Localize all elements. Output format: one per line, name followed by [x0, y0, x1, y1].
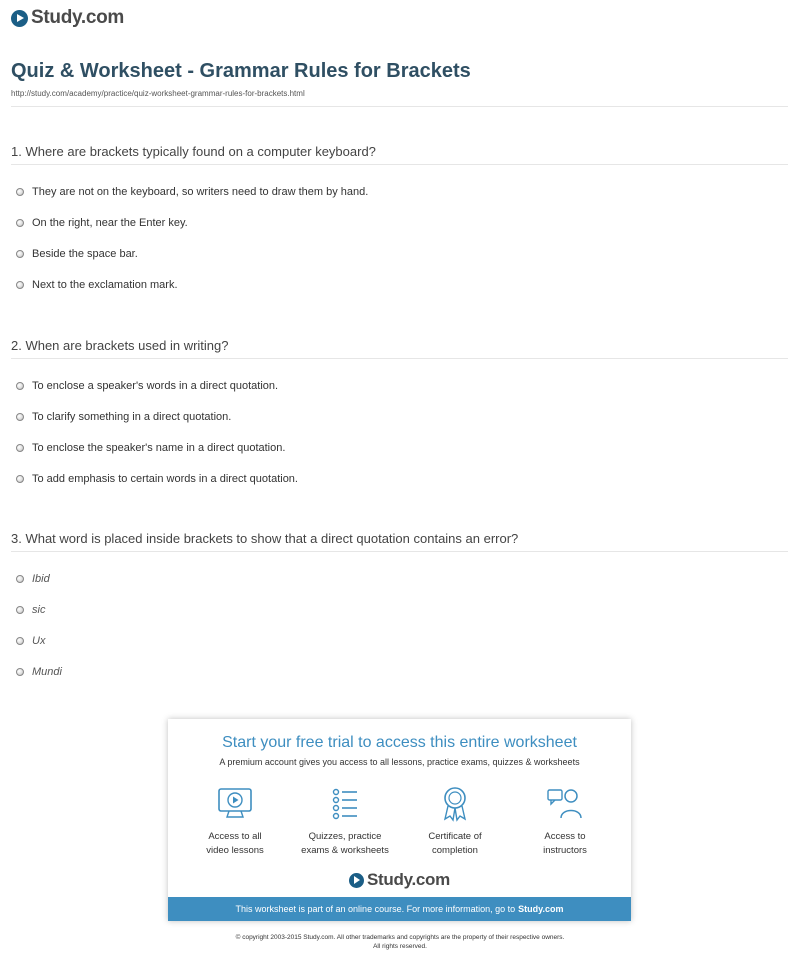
- feature-certificate: [400, 785, 510, 858]
- answer-option[interactable]: [16, 635, 45, 647]
- video-lesson-icon: [215, 785, 255, 823]
- feature-label: completion: [432, 845, 478, 856]
- radio-button[interactable]: [16, 281, 24, 289]
- answer-option[interactable]: [16, 473, 298, 485]
- play-circle-icon: [11, 10, 28, 27]
- quiz-list-icon: [325, 785, 365, 823]
- answer-option[interactable]: [16, 279, 178, 291]
- free-trial-promo[interactable]: [168, 719, 631, 921]
- copyright-text: © copyright 2003-2015 Study.com. All other trademarks and copyrights are the property of their respective owners.: [235, 934, 565, 941]
- promo-info-bar: [168, 897, 631, 921]
- radio-button[interactable]: [16, 444, 24, 452]
- answer-text: Mundi: [32, 666, 62, 678]
- radio-button[interactable]: [16, 250, 24, 258]
- answer-text: To add emphasis to certain words in a direct quotation.: [32, 473, 298, 485]
- study-logo[interactable]: [11, 7, 124, 29]
- feature-label: instructors: [543, 845, 587, 856]
- divider: [11, 358, 788, 359]
- answer-text: To clarify something in a direct quotation.: [32, 411, 232, 423]
- answer-option[interactable]: [16, 186, 368, 198]
- answer-option[interactable]: [16, 604, 45, 616]
- answer-option[interactable]: [16, 411, 231, 423]
- answer-text: On the right, near the Enter key.: [32, 217, 188, 229]
- answer-option[interactable]: [16, 442, 285, 454]
- answer-text: Next to the exclamation mark.: [32, 279, 178, 291]
- copyright-footer: [0, 933, 800, 951]
- radio-button[interactable]: [16, 382, 24, 390]
- promo-title: Start your free trial to access this entire worksheet: [222, 734, 577, 751]
- answer-text: They are not on the keyboard, so writers need to draw them by hand.: [32, 186, 369, 198]
- divider: [11, 551, 788, 552]
- radio-button[interactable]: [16, 188, 24, 196]
- feature-label: Certificate of: [428, 831, 482, 842]
- answer-option[interactable]: [16, 248, 138, 260]
- study-link[interactable]: Study.com: [518, 904, 564, 914]
- promo-study-logo[interactable]: [168, 870, 631, 890]
- answer-option[interactable]: [16, 666, 62, 678]
- feature-video-lessons: [180, 785, 290, 858]
- logo-text: Study.com: [367, 870, 450, 889]
- play-circle-icon: [349, 873, 364, 888]
- divider: [11, 106, 788, 107]
- answer-text: To enclose a speaker's words in a direct quotation.: [32, 380, 279, 392]
- answer-option[interactable]: [16, 573, 50, 585]
- answer-option[interactable]: [16, 217, 188, 229]
- feature-label: Access to all: [208, 831, 262, 842]
- question-3: 3. What word is placed inside brackets to show that a direct quotation contains an error?: [11, 531, 519, 546]
- radio-button[interactable]: [16, 413, 24, 421]
- answer-option[interactable]: [16, 380, 278, 392]
- answer-text: sic: [32, 604, 46, 616]
- radio-button[interactable]: [16, 219, 24, 227]
- radio-button[interactable]: [16, 606, 24, 614]
- feature-quizzes: [290, 785, 400, 858]
- answer-text: Ibid: [32, 573, 50, 585]
- radio-button[interactable]: [16, 475, 24, 483]
- logo-text: Study.com: [31, 7, 125, 28]
- feature-label: Access to: [544, 831, 586, 842]
- feature-label: video lessons: [206, 845, 264, 856]
- instructor-icon: [545, 785, 585, 823]
- question-1: 1. Where are brackets typically found on a computer keyboard?: [11, 144, 376, 159]
- promo-bar-text: This worksheet is part of an online course. For more information, go to: [235, 904, 516, 914]
- question-2: 2. When are brackets used in writing?: [11, 338, 229, 353]
- promo-subtitle: A premium account gives you access to all lessons, practice exams, quizzes & worksheets: [219, 757, 580, 767]
- answer-text: To enclose the speaker's name in a direct quotation.: [32, 442, 286, 454]
- page-url: http://study.com/academy/practice/quiz-worksheet-grammar-rules-for-brackets.html: [11, 89, 305, 98]
- feature-label: Quizzes, practice: [308, 831, 382, 842]
- answer-text: Beside the space bar.: [32, 248, 138, 260]
- radio-button[interactable]: [16, 637, 24, 645]
- certificate-icon: [435, 785, 475, 823]
- feature-label: exams & worksheets: [301, 845, 389, 856]
- answer-text: Ux: [32, 635, 46, 647]
- feature-instructors: [510, 785, 620, 858]
- radio-button[interactable]: [16, 668, 24, 676]
- radio-button[interactable]: [16, 575, 24, 583]
- page-title: Quiz & Worksheet - Grammar Rules for Brackets: [11, 60, 471, 82]
- divider: [11, 164, 788, 165]
- rights-text: All rights reserved.: [373, 943, 427, 950]
